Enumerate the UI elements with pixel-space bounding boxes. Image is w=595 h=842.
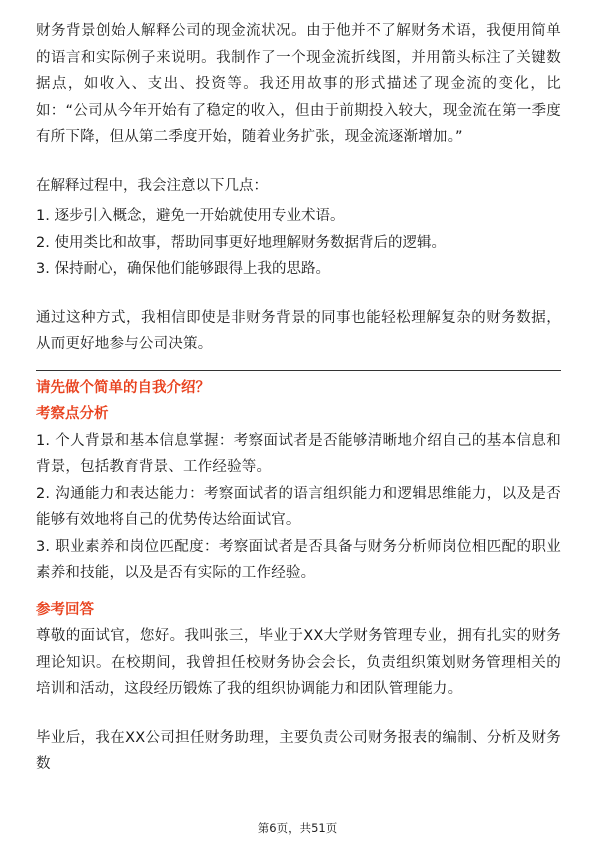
analysis-heading: 考察点分析 — [36, 406, 109, 422]
points-intro: 在解释过程中，我会注意以下几点： — [36, 177, 268, 194]
document-page — [36, 18, 561, 778]
intro-paragraph: 财务背景创始人解释公司的现金流状况。由于他并不了解财务术语，我便用简单的语言和实际例子来说明。我制作了一个现金流折线图，并用箭头标注了关键数据点，如收入、支出、投资等。我还用故事的形式描述了现金流的变化，比如：“公司从今年开始有了稳定的收入，但由于前期投入较大，现金流在第一季度有所下降，但从第二季度开始，随着业务扩张，现金流逐渐增加。” — [36, 23, 561, 145]
section-divider — [36, 370, 561, 371]
answer-paragraph-1: 尊敬的面试官，您好。我叫张三，毕业于XX大学财务管理专业，拥有扎实的财务理论知识。在校期间，我曾担任校财务协会会长，负责组织策划财务管理相关的培训和活动，这段经历锻炼了我的组织协调能力和团队管理能力。 — [36, 628, 561, 697]
page-footer: 第6页，共51页 — [257, 821, 338, 835]
question-title: 请先做个简单的自我介绍？ — [36, 379, 210, 396]
answer-heading: 参考回答 — [36, 601, 94, 618]
point-item-1: 1. 逐步引入概念，避免一开始就使用专业术语。 — [36, 208, 345, 224]
conclusion-paragraph: 通过这种方式，我相信即使是非财务背景的同事也能轻松理解复杂的财务数据，从而更好地参与公司决策。 — [36, 309, 561, 352]
analysis-item-3: 3. 职业素养和岗位匹配度：考察面试者是否具备与财务分析师岗位相匹配的职业素养和技能，以及是否有实际的工作经验。 — [36, 538, 561, 581]
analysis-item-2: 2. 沟通能力和表达能力：考察面试者的语言组织能力和逻辑思维能力，以及是否能够有效地将自己的优势传达给面试官。 — [36, 485, 561, 528]
answer-paragraph-2: 毕业后，我在XX公司担任财务助理，主要负责公司财务报表的编制、分析及财务数 — [36, 729, 561, 772]
analysis-item-1: 1. 个人背景和基本信息掌握：考察面试者是否能够清晰地介绍自己的基本信息和背景，包括教育背景、工作经验等。 — [36, 432, 561, 475]
point-item-2: 2. 使用类比和故事，帮助同事更好地理解财务数据背后的逻辑。 — [36, 234, 446, 251]
point-item-3: 3. 保持耐心，确保他们能够跟得上我的思路。 — [36, 261, 330, 277]
